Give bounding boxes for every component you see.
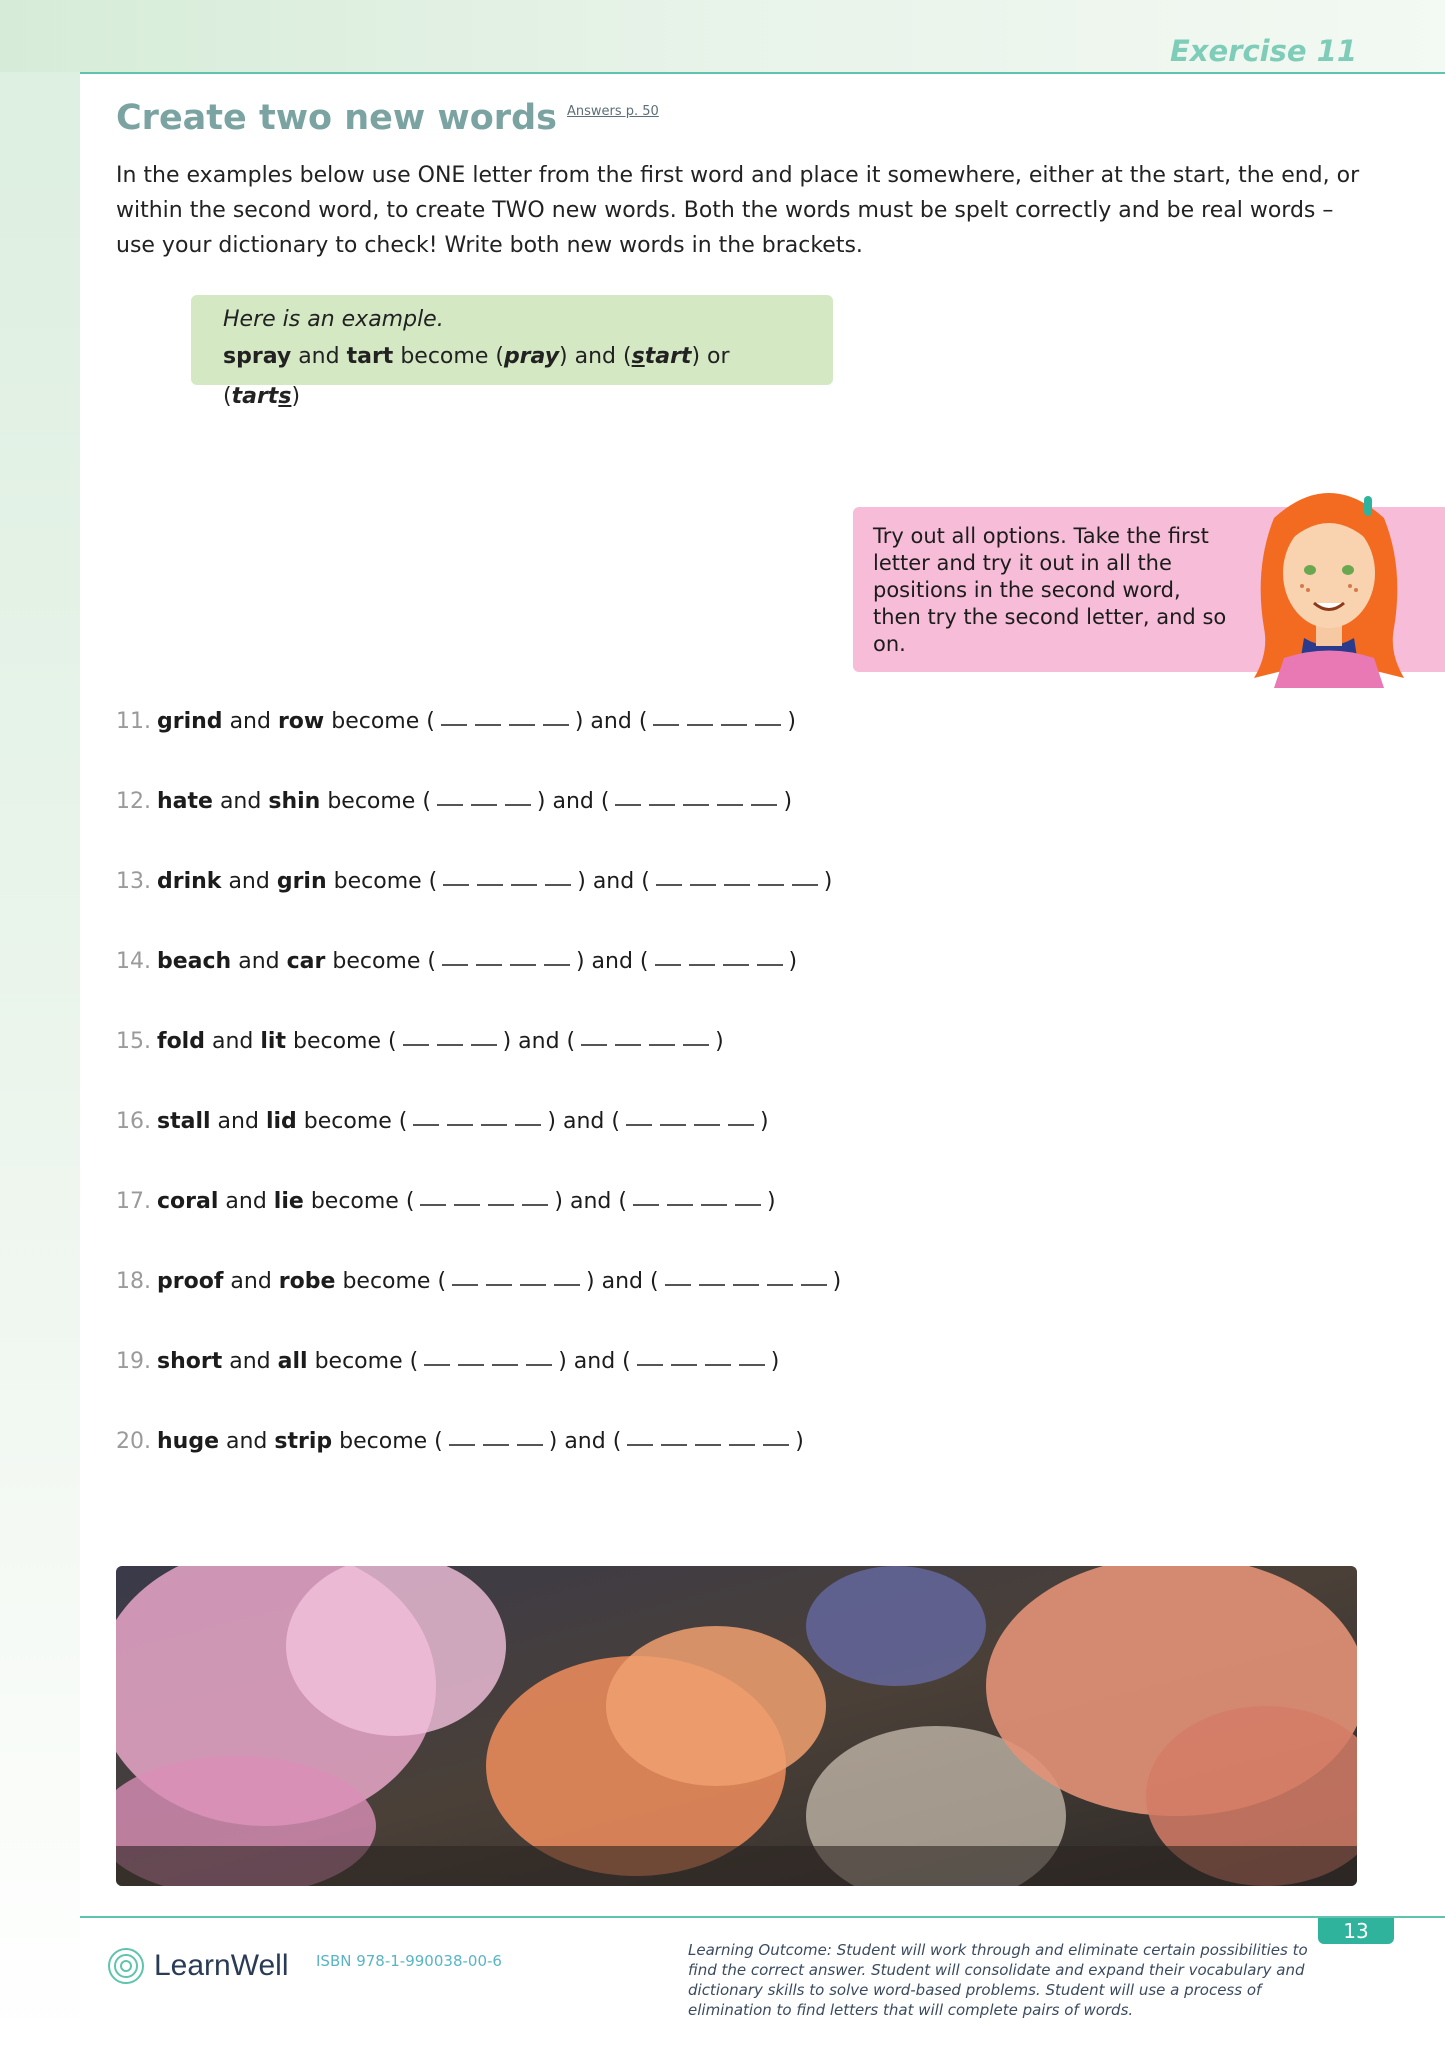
letter-blank[interactable] (543, 706, 569, 726)
question-number: 17. (116, 1189, 151, 1214)
become-text: become ( (314, 1349, 419, 1374)
letter-blank[interactable] (554, 1266, 580, 1286)
question-row (116, 1106, 1116, 1186)
letter-blank[interactable] (801, 1266, 827, 1286)
letter-blank[interactable] (441, 706, 467, 726)
letter-blank[interactable] (471, 1026, 497, 1046)
question-row (116, 1346, 1116, 1426)
letter-blank[interactable] (454, 1186, 480, 1206)
letter-blank[interactable] (683, 786, 709, 806)
first-word: stall (157, 1109, 211, 1134)
letter-blank[interactable] (656, 866, 682, 886)
second-word: lid (265, 1109, 297, 1134)
close-bracket: ) (795, 1429, 804, 1454)
answer-blanks-2[interactable] (665, 1266, 827, 1286)
page-title: Create two new words (116, 98, 557, 138)
and-bracket-text: ) and ( (536, 789, 610, 814)
letter-blank[interactable] (403, 1026, 429, 1046)
answer-blanks-1[interactable] (413, 1106, 541, 1126)
and-text: and (230, 1269, 272, 1294)
answer-blanks-1[interactable] (424, 1346, 552, 1366)
and-text: and (225, 1189, 267, 1214)
page-heading (116, 98, 659, 138)
letter-blank[interactable] (724, 866, 750, 886)
letter-blank[interactable] (515, 1106, 541, 1126)
letter-blank[interactable] (442, 946, 468, 966)
second-word: all (277, 1349, 308, 1374)
answer-blanks-1[interactable] (403, 1026, 497, 1046)
example-and2: ) and ( (559, 344, 632, 369)
second-word: shin (268, 789, 321, 814)
first-word: huge (157, 1429, 219, 1454)
become-text: become ( (333, 869, 438, 894)
and-bracket-text: ) and ( (558, 1349, 631, 1374)
example-or: ) or ( (223, 344, 730, 409)
example-answer2-added-letter: s (631, 344, 645, 369)
questions-list (116, 706, 1116, 1506)
become-text: become ( (339, 1429, 443, 1454)
question-number: 18. (116, 1269, 151, 1294)
letter-blank[interactable] (475, 706, 501, 726)
become-text: become ( (332, 949, 436, 974)
letter-blank[interactable] (458, 1346, 484, 1366)
become-text: become ( (331, 709, 435, 734)
letter-blank[interactable] (695, 1426, 721, 1446)
example-intro: Here is an example. (223, 307, 444, 332)
answer-blanks-2[interactable] (653, 706, 781, 726)
second-word: strip (274, 1429, 333, 1454)
letter-blank[interactable] (526, 1346, 552, 1366)
example-answer3-added-letter: s (278, 384, 292, 409)
letter-blank[interactable] (424, 1346, 450, 1366)
example-become: become ( (400, 344, 504, 369)
letter-blank[interactable] (755, 706, 781, 726)
letter-blank[interactable] (729, 1426, 755, 1446)
and-text: and (229, 709, 271, 734)
question-row (116, 1266, 1116, 1346)
answer-blanks-1[interactable] (437, 786, 531, 806)
page-number: 13 (1318, 1918, 1394, 1944)
letter-blank[interactable] (627, 1426, 653, 1446)
letter-blank[interactable] (751, 786, 777, 806)
letter-blank[interactable] (723, 946, 749, 966)
letter-blank[interactable] (452, 1266, 478, 1286)
coral-reef-photo (116, 1566, 1357, 1886)
question-row (116, 1186, 1116, 1266)
answer-blanks-2[interactable] (655, 946, 783, 966)
and-bracket-text: ) and ( (548, 1429, 622, 1454)
letter-blank[interactable] (667, 1186, 693, 1206)
become-text: become ( (342, 1269, 447, 1294)
letter-blank[interactable] (522, 1186, 548, 1206)
question-row (116, 1426, 1116, 1506)
letter-blank[interactable] (757, 946, 783, 966)
letter-blank[interactable] (545, 866, 571, 886)
example-answer1: pray (503, 344, 560, 369)
question-row (116, 1026, 1116, 1106)
letter-blank[interactable] (544, 946, 570, 966)
second-word: row (277, 709, 325, 734)
letter-blank[interactable] (449, 1426, 475, 1446)
learnwell-logo (106, 1946, 289, 1986)
answer-blanks-1[interactable] (452, 1266, 580, 1286)
example-answer2-rest: tart (644, 344, 692, 369)
answers-reference-link[interactable]: Answers p. 50 (566, 104, 659, 119)
become-text: become ( (292, 1029, 397, 1054)
letter-blank[interactable] (739, 1346, 765, 1366)
question-number: 15. (116, 1029, 151, 1054)
answer-blanks-2[interactable] (656, 866, 818, 886)
letter-blank[interactable] (492, 1346, 518, 1366)
answer-blanks-2[interactable] (633, 1186, 761, 1206)
example-answer2 (632, 344, 692, 369)
close-bracket: ) (715, 1029, 724, 1054)
letter-blank[interactable] (792, 866, 818, 886)
and-text: and (217, 1109, 259, 1134)
close-bracket: ) (759, 1109, 769, 1134)
and-text: and (238, 949, 280, 974)
letter-blank[interactable] (661, 1426, 687, 1446)
question-row (116, 786, 1116, 866)
header-rule (80, 72, 1445, 74)
example-word2: tart (346, 344, 394, 369)
answer-blanks-2[interactable] (626, 1106, 754, 1126)
letter-blank[interactable] (626, 1106, 652, 1126)
and-text: and (211, 1029, 254, 1054)
letter-blank[interactable] (767, 1266, 793, 1286)
letter-blank[interactable] (763, 1426, 789, 1446)
letter-blank[interactable] (488, 1186, 514, 1206)
answer-blanks-2[interactable] (637, 1346, 765, 1366)
tip-text: Try out all options. Take the first letter and try it out in all the positions in the second word, then try the second letter, and so on. (873, 524, 1227, 656)
swirl-logo-icon (106, 1946, 146, 1986)
close-bracket: ) (832, 1269, 842, 1294)
letter-blank[interactable] (649, 786, 675, 806)
become-text: become ( (310, 1189, 415, 1214)
letter-blank[interactable] (437, 786, 463, 806)
letter-blank[interactable] (615, 1026, 641, 1046)
letter-blank[interactable] (721, 706, 747, 726)
close-bracket: ) (783, 789, 793, 814)
and-text: and (229, 1349, 271, 1374)
letter-blank[interactable] (413, 1106, 439, 1126)
and-text: and (226, 1429, 268, 1454)
letter-blank[interactable] (483, 1426, 509, 1446)
answer-blanks-2[interactable] (615, 786, 777, 806)
close-bracket: ) (788, 949, 798, 974)
letter-blank[interactable] (660, 1106, 686, 1126)
answer-blanks-1[interactable] (442, 946, 570, 966)
letter-blank[interactable] (728, 1106, 754, 1126)
and-bracket-text: ) and ( (577, 869, 650, 894)
first-word: hate (157, 789, 213, 814)
exercise-label: Exercise 11 (1170, 34, 1357, 68)
answer-blanks-1[interactable] (443, 866, 571, 886)
letter-blank[interactable] (517, 1426, 543, 1446)
letter-blank[interactable] (699, 1266, 725, 1286)
question-row (116, 946, 1116, 1026)
instructions-paragraph: In the examples below use ONE letter from the first word and place it somewhere, either at the start, the end, or within the second word, to create TWO new words. Both the words must be spelt correctly and be real words – use your dictionary to check! Write both new words in the brackets. (116, 163, 1360, 258)
answer-blanks-1[interactable] (441, 706, 569, 726)
question-row (116, 706, 1116, 786)
letter-blank[interactable] (649, 1026, 675, 1046)
question-number: 20. (116, 1429, 151, 1454)
example-answer3-rest: tart (231, 384, 279, 409)
letter-blank[interactable] (477, 866, 503, 886)
letter-blank[interactable] (665, 1266, 691, 1286)
example-word1: spray (223, 344, 292, 369)
girl-illustration (1244, 478, 1414, 688)
second-word: lie (273, 1189, 304, 1214)
letter-blank[interactable] (735, 1186, 761, 1206)
question-number: 11. (116, 709, 151, 734)
letter-blank[interactable] (671, 1346, 697, 1366)
question-number: 12. (116, 789, 151, 814)
letter-blank[interactable] (437, 1026, 463, 1046)
close-bracket: ) (787, 709, 796, 734)
answer-blanks-2[interactable] (627, 1426, 789, 1446)
letter-blank[interactable] (637, 1346, 663, 1366)
letter-blank[interactable] (505, 786, 531, 806)
question-number: 19. (116, 1349, 151, 1374)
learning-outcome: Learning Outcome: Student will work through and eliminate certain possibilities to find the correct answer. Student will consolidate and expand their vocabulary and dictionary skills to solve word-based problems. Student will use a process of elimination to find letters that will complete pairs of words. (688, 1941, 1308, 2019)
second-word: robe (278, 1269, 336, 1294)
letter-blank[interactable] (717, 786, 743, 806)
first-word: beach (157, 949, 232, 974)
letter-blank[interactable] (511, 866, 537, 886)
footer-rule (80, 1916, 1445, 1918)
letter-blank[interactable] (447, 1106, 473, 1126)
left-page-band (0, 0, 80, 2049)
letter-blank[interactable] (481, 1106, 507, 1126)
letter-blank[interactable] (510, 946, 536, 966)
question-number: 13. (116, 869, 151, 894)
close-bracket: ) (766, 1189, 776, 1214)
letter-blank[interactable] (733, 1266, 759, 1286)
first-word: fold (157, 1029, 205, 1054)
first-word: drink (157, 869, 222, 894)
letter-blank[interactable] (687, 706, 713, 726)
brand-name: LearnWell (154, 1949, 289, 1982)
letter-blank[interactable] (615, 786, 641, 806)
example-box (191, 295, 833, 409)
close-bracket: ) (770, 1349, 780, 1374)
become-text: become ( (327, 789, 431, 814)
letter-blank[interactable] (520, 1266, 546, 1286)
question-number: 16. (116, 1109, 151, 1134)
answer-blanks-1[interactable] (449, 1426, 543, 1446)
example-answer3 (232, 384, 292, 409)
close-bracket: ) (823, 869, 833, 894)
question-row (116, 866, 1116, 946)
first-word: coral (157, 1189, 219, 1214)
letter-blank[interactable] (690, 866, 716, 886)
example-close: ) (291, 384, 301, 409)
letter-blank[interactable] (655, 946, 681, 966)
and-bracket-text: ) and ( (547, 1109, 620, 1134)
letter-blank[interactable] (694, 1106, 720, 1126)
letter-blank[interactable] (683, 1026, 709, 1046)
question-number: 14. (116, 949, 151, 974)
answer-blanks-2[interactable] (581, 1026, 709, 1046)
letter-blank[interactable] (476, 946, 502, 966)
example-line (223, 337, 801, 417)
letter-blank[interactable] (581, 1026, 607, 1046)
first-word: grind (157, 709, 223, 734)
and-bracket-text: ) and ( (586, 1269, 659, 1294)
second-word: lit (260, 1029, 286, 1054)
letter-blank[interactable] (689, 946, 715, 966)
letter-blank[interactable] (509, 706, 535, 726)
first-word: short (157, 1349, 223, 1374)
and-bracket-text: ) and ( (575, 949, 649, 974)
and-bracket-text: ) and ( (574, 709, 648, 734)
letter-blank[interactable] (701, 1186, 727, 1206)
become-text: become ( (303, 1109, 408, 1134)
letter-blank[interactable] (420, 1186, 446, 1206)
isbn-text: ISBN 978-1-990038-00-6 (316, 1952, 502, 1970)
letter-blank[interactable] (705, 1346, 731, 1366)
and-bracket-text: ) and ( (554, 1189, 627, 1214)
second-word: grin (276, 869, 327, 894)
and-text: and (228, 869, 270, 894)
letter-blank[interactable] (633, 1186, 659, 1206)
second-word: car (286, 949, 326, 974)
example-and: and (298, 344, 340, 369)
letter-blank[interactable] (443, 866, 469, 886)
and-text: and (219, 789, 262, 814)
first-word: proof (157, 1269, 224, 1294)
letter-blank[interactable] (653, 706, 679, 726)
and-bracket-text: ) and ( (502, 1029, 576, 1054)
answer-blanks-1[interactable] (420, 1186, 548, 1206)
letter-blank[interactable] (471, 786, 497, 806)
letter-blank[interactable] (486, 1266, 512, 1286)
letter-blank[interactable] (758, 866, 784, 886)
